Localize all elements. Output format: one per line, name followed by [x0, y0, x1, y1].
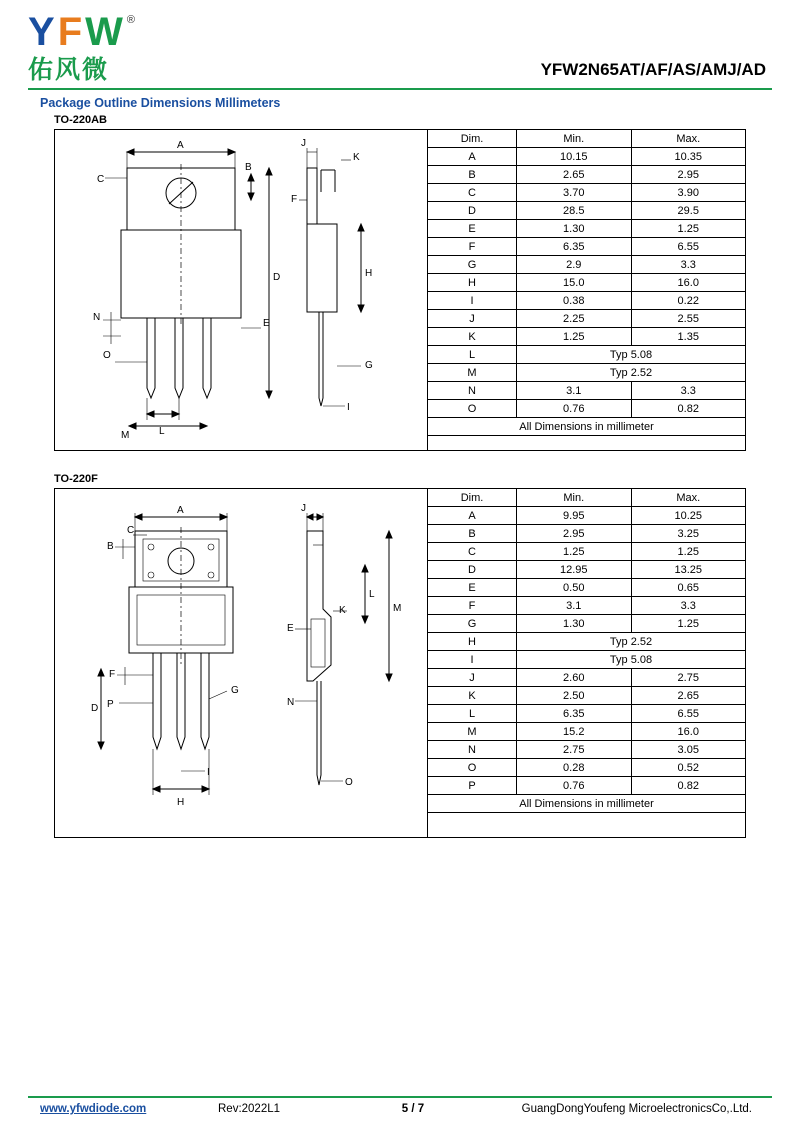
cell-max: 3.90	[631, 184, 746, 202]
cell-min: 28.5	[517, 202, 631, 220]
svg-text:H: H	[177, 797, 185, 808]
cell-max: 16.0	[631, 723, 746, 741]
cell-dim: E	[428, 220, 517, 238]
table-row	[428, 310, 746, 328]
col-header-dim: Dim.	[428, 489, 517, 507]
table-row	[428, 633, 746, 651]
cell-max: 0.52	[631, 759, 746, 777]
page-number: 5 / 7	[401, 1103, 425, 1115]
cell-dim: I	[428, 651, 517, 669]
cell-dim: E	[428, 579, 517, 597]
cell-min: 2.50	[517, 687, 631, 705]
table-row	[428, 166, 746, 184]
svg-text:F: F	[109, 669, 116, 680]
cell-dim: I	[428, 292, 517, 310]
table-header-row	[428, 489, 746, 507]
svg-text:E: E	[263, 318, 270, 329]
cell-min: 2.25	[517, 310, 631, 328]
cell-dim: C	[428, 543, 517, 561]
svg-text:J: J	[301, 138, 306, 149]
cell-max: 0.22	[631, 292, 746, 310]
svg-text:A: A	[177, 140, 184, 151]
table-row	[428, 615, 746, 633]
cell-max: 3.25	[631, 525, 746, 543]
svg-text:L: L	[369, 589, 375, 600]
cell-max: 2.95	[631, 166, 746, 184]
table-row	[428, 256, 746, 274]
table-row	[428, 346, 746, 364]
cell-dim: O	[428, 759, 517, 777]
svg-text:G: G	[365, 360, 373, 371]
col-header-max: Max.	[631, 489, 746, 507]
cell-min: 9.95	[517, 507, 631, 525]
revision-text: Rev:2022L1	[218, 1103, 281, 1115]
cell-dim: B	[428, 166, 517, 184]
table-row	[428, 507, 746, 525]
table-row	[428, 202, 746, 220]
package-label-to220ab: TO-220AB	[54, 114, 107, 126]
cell-max: 1.25	[631, 615, 746, 633]
package-drawing-to220f	[55, 489, 427, 837]
table-row	[428, 292, 746, 310]
cell-dim: H	[428, 633, 517, 651]
cell-min: 12.95	[517, 561, 631, 579]
table-footer-row	[428, 418, 746, 436]
dimensions-table-to220ab-wrap	[427, 130, 745, 450]
dimensions-table-to220f-wrap	[427, 489, 745, 837]
table-row	[428, 561, 746, 579]
cell-max: 2.55	[631, 310, 746, 328]
cell-dim: L	[428, 346, 517, 364]
cell-dim: P	[428, 777, 517, 795]
col-header-min: Min.	[517, 489, 631, 507]
package-drawing-to220ab	[55, 130, 427, 450]
logo-letter-f: F	[57, 10, 84, 54]
cell-min: 0.50	[517, 579, 631, 597]
cell-max: 6.55	[631, 238, 746, 256]
svg-text:L: L	[159, 426, 165, 437]
table-row	[428, 382, 746, 400]
table-row	[428, 328, 746, 346]
cell-dim: N	[428, 741, 517, 759]
svg-text:K: K	[353, 152, 360, 163]
cell-min: 0.28	[517, 759, 631, 777]
cell-max: 2.65	[631, 687, 746, 705]
cell-min: 1.25	[517, 543, 631, 561]
cell-min: 6.35	[517, 238, 631, 256]
cell-dim: A	[428, 148, 517, 166]
cell-max: 1.35	[631, 328, 746, 346]
cell-dim: K	[428, 687, 517, 705]
cell-dim: N	[428, 382, 517, 400]
package-block-to220ab	[54, 129, 746, 451]
cell-dim: M	[428, 723, 517, 741]
cell-max: 10.35	[631, 148, 746, 166]
cell-max: 29.5	[631, 202, 746, 220]
svg-text:N: N	[93, 312, 101, 323]
table-row	[428, 759, 746, 777]
table-footer-note: All Dimensions in millimeter	[428, 795, 746, 813]
cell-min: 0.76	[517, 777, 631, 795]
col-header-max: Max.	[631, 130, 746, 148]
table-row	[428, 220, 746, 238]
package-block-to220f	[54, 488, 746, 838]
svg-text:D: D	[91, 703, 99, 714]
table-row	[428, 723, 746, 741]
cell-dim: A	[428, 507, 517, 525]
cell-dim: J	[428, 310, 517, 328]
svg-text:H: H	[365, 268, 373, 279]
table-row	[428, 400, 746, 418]
table-row	[428, 543, 746, 561]
svg-text:I: I	[347, 402, 350, 413]
cell-max: 3.3	[631, 597, 746, 615]
cell-min: 3.70	[517, 184, 631, 202]
cell-min: 0.76	[517, 400, 631, 418]
table-footer-note: All Dimensions in millimeter	[428, 418, 746, 436]
cell-max: 13.25	[631, 561, 746, 579]
table-row	[428, 597, 746, 615]
cell-typ: Typ 2.52	[517, 364, 746, 382]
cell-max: 10.25	[631, 507, 746, 525]
svg-text:M: M	[393, 603, 402, 614]
svg-text:F: F	[291, 194, 298, 205]
table-row	[428, 777, 746, 795]
logo-chinese-name: 佑风微	[28, 55, 110, 84]
cell-dim: L	[428, 705, 517, 723]
cell-min: 2.65	[517, 166, 631, 184]
cell-min: 0.38	[517, 292, 631, 310]
cell-typ: Typ 2.52	[517, 633, 746, 651]
svg-text:I: I	[207, 767, 210, 778]
cell-max: 2.75	[631, 669, 746, 687]
registered-trademark-icon: ®	[126, 14, 135, 26]
table-row	[428, 525, 746, 543]
cell-max: 0.82	[631, 777, 746, 795]
svg-text:G: G	[231, 685, 239, 696]
table-header-row	[428, 130, 746, 148]
cell-max: 0.65	[631, 579, 746, 597]
table-row	[428, 705, 746, 723]
cell-min: 10.15	[517, 148, 631, 166]
table-row	[428, 687, 746, 705]
svg-text:A: A	[177, 505, 184, 516]
cell-min: 6.35	[517, 705, 631, 723]
svg-text:B: B	[245, 162, 252, 173]
cell-min: 2.9	[517, 256, 631, 274]
cell-max: 6.55	[631, 705, 746, 723]
cell-min: 2.75	[517, 741, 631, 759]
cell-dim: F	[428, 238, 517, 256]
header-divider	[28, 88, 772, 90]
cell-max: 1.25	[631, 543, 746, 561]
cell-typ: Typ 5.08	[517, 346, 746, 364]
svg-text:O: O	[103, 350, 111, 361]
cell-max: 1.25	[631, 220, 746, 238]
cell-min: 2.60	[517, 669, 631, 687]
svg-text:E: E	[287, 623, 294, 634]
logo-letter-w: W	[85, 10, 124, 54]
table-row	[428, 579, 746, 597]
table-row	[428, 669, 746, 687]
cell-dim: H	[428, 274, 517, 292]
svg-text:P: P	[107, 699, 114, 710]
table-footer-row	[428, 795, 746, 813]
svg-text:N: N	[287, 697, 295, 708]
cell-dim: K	[428, 328, 517, 346]
table-row	[428, 651, 746, 669]
cell-dim: O	[428, 400, 517, 418]
logo-letters	[28, 12, 135, 52]
cell-max: 3.3	[631, 256, 746, 274]
table-row	[428, 148, 746, 166]
cell-dim: B	[428, 525, 517, 543]
page-footer	[28, 1096, 772, 1115]
svg-text:C: C	[97, 174, 105, 185]
table-row	[428, 364, 746, 382]
svg-text:J: J	[301, 503, 306, 514]
cell-max: 16.0	[631, 274, 746, 292]
table-row	[428, 184, 746, 202]
cell-dim: J	[428, 669, 517, 687]
cell-min: 2.95	[517, 525, 631, 543]
footer-divider	[28, 1096, 772, 1098]
cell-max: 0.82	[631, 400, 746, 418]
cell-dim: D	[428, 202, 517, 220]
cell-dim: G	[428, 256, 517, 274]
company-name: GuangDongYoufeng MicroelectronicsCo,.Ltd.	[521, 1103, 752, 1115]
col-header-min: Min.	[517, 130, 631, 148]
cell-max: 3.05	[631, 741, 746, 759]
svg-text:D: D	[273, 272, 281, 283]
svg-text:O: O	[345, 777, 353, 788]
dimensions-table-to220f	[427, 488, 746, 813]
website-link[interactable]: www.yfwdiode.com	[40, 1103, 147, 1115]
section-title: Package Outline Dimensions Millimeters	[40, 96, 281, 110]
cell-dim: M	[428, 364, 517, 382]
cell-dim: G	[428, 615, 517, 633]
page-header	[28, 0, 772, 86]
cell-min: 1.30	[517, 220, 631, 238]
svg-text:M: M	[121, 430, 130, 441]
company-logo	[28, 12, 258, 86]
logo-letter-y: Y	[28, 10, 56, 54]
cell-min: 1.25	[517, 328, 631, 346]
table-row	[428, 741, 746, 759]
table-row	[428, 238, 746, 256]
svg-text:C: C	[127, 525, 135, 536]
cell-min: 3.1	[517, 597, 631, 615]
dimensions-table-to220ab	[427, 129, 746, 436]
cell-dim: C	[428, 184, 517, 202]
package-label-to220f: TO-220F	[54, 473, 98, 485]
cell-min: 15.0	[517, 274, 631, 292]
page-title: YFW2N65AT/AF/AS/AMJ/AD	[540, 60, 766, 79]
cell-dim: F	[428, 597, 517, 615]
cell-min: 1.30	[517, 615, 631, 633]
cell-typ: Typ 5.08	[517, 651, 746, 669]
table-row	[428, 274, 746, 292]
col-header-dim: Dim.	[428, 130, 517, 148]
cell-dim: D	[428, 561, 517, 579]
cell-max: 3.3	[631, 382, 746, 400]
cell-min: 3.1	[517, 382, 631, 400]
svg-text:B: B	[107, 541, 114, 552]
cell-min: 15.2	[517, 723, 631, 741]
svg-text:K: K	[339, 605, 346, 616]
